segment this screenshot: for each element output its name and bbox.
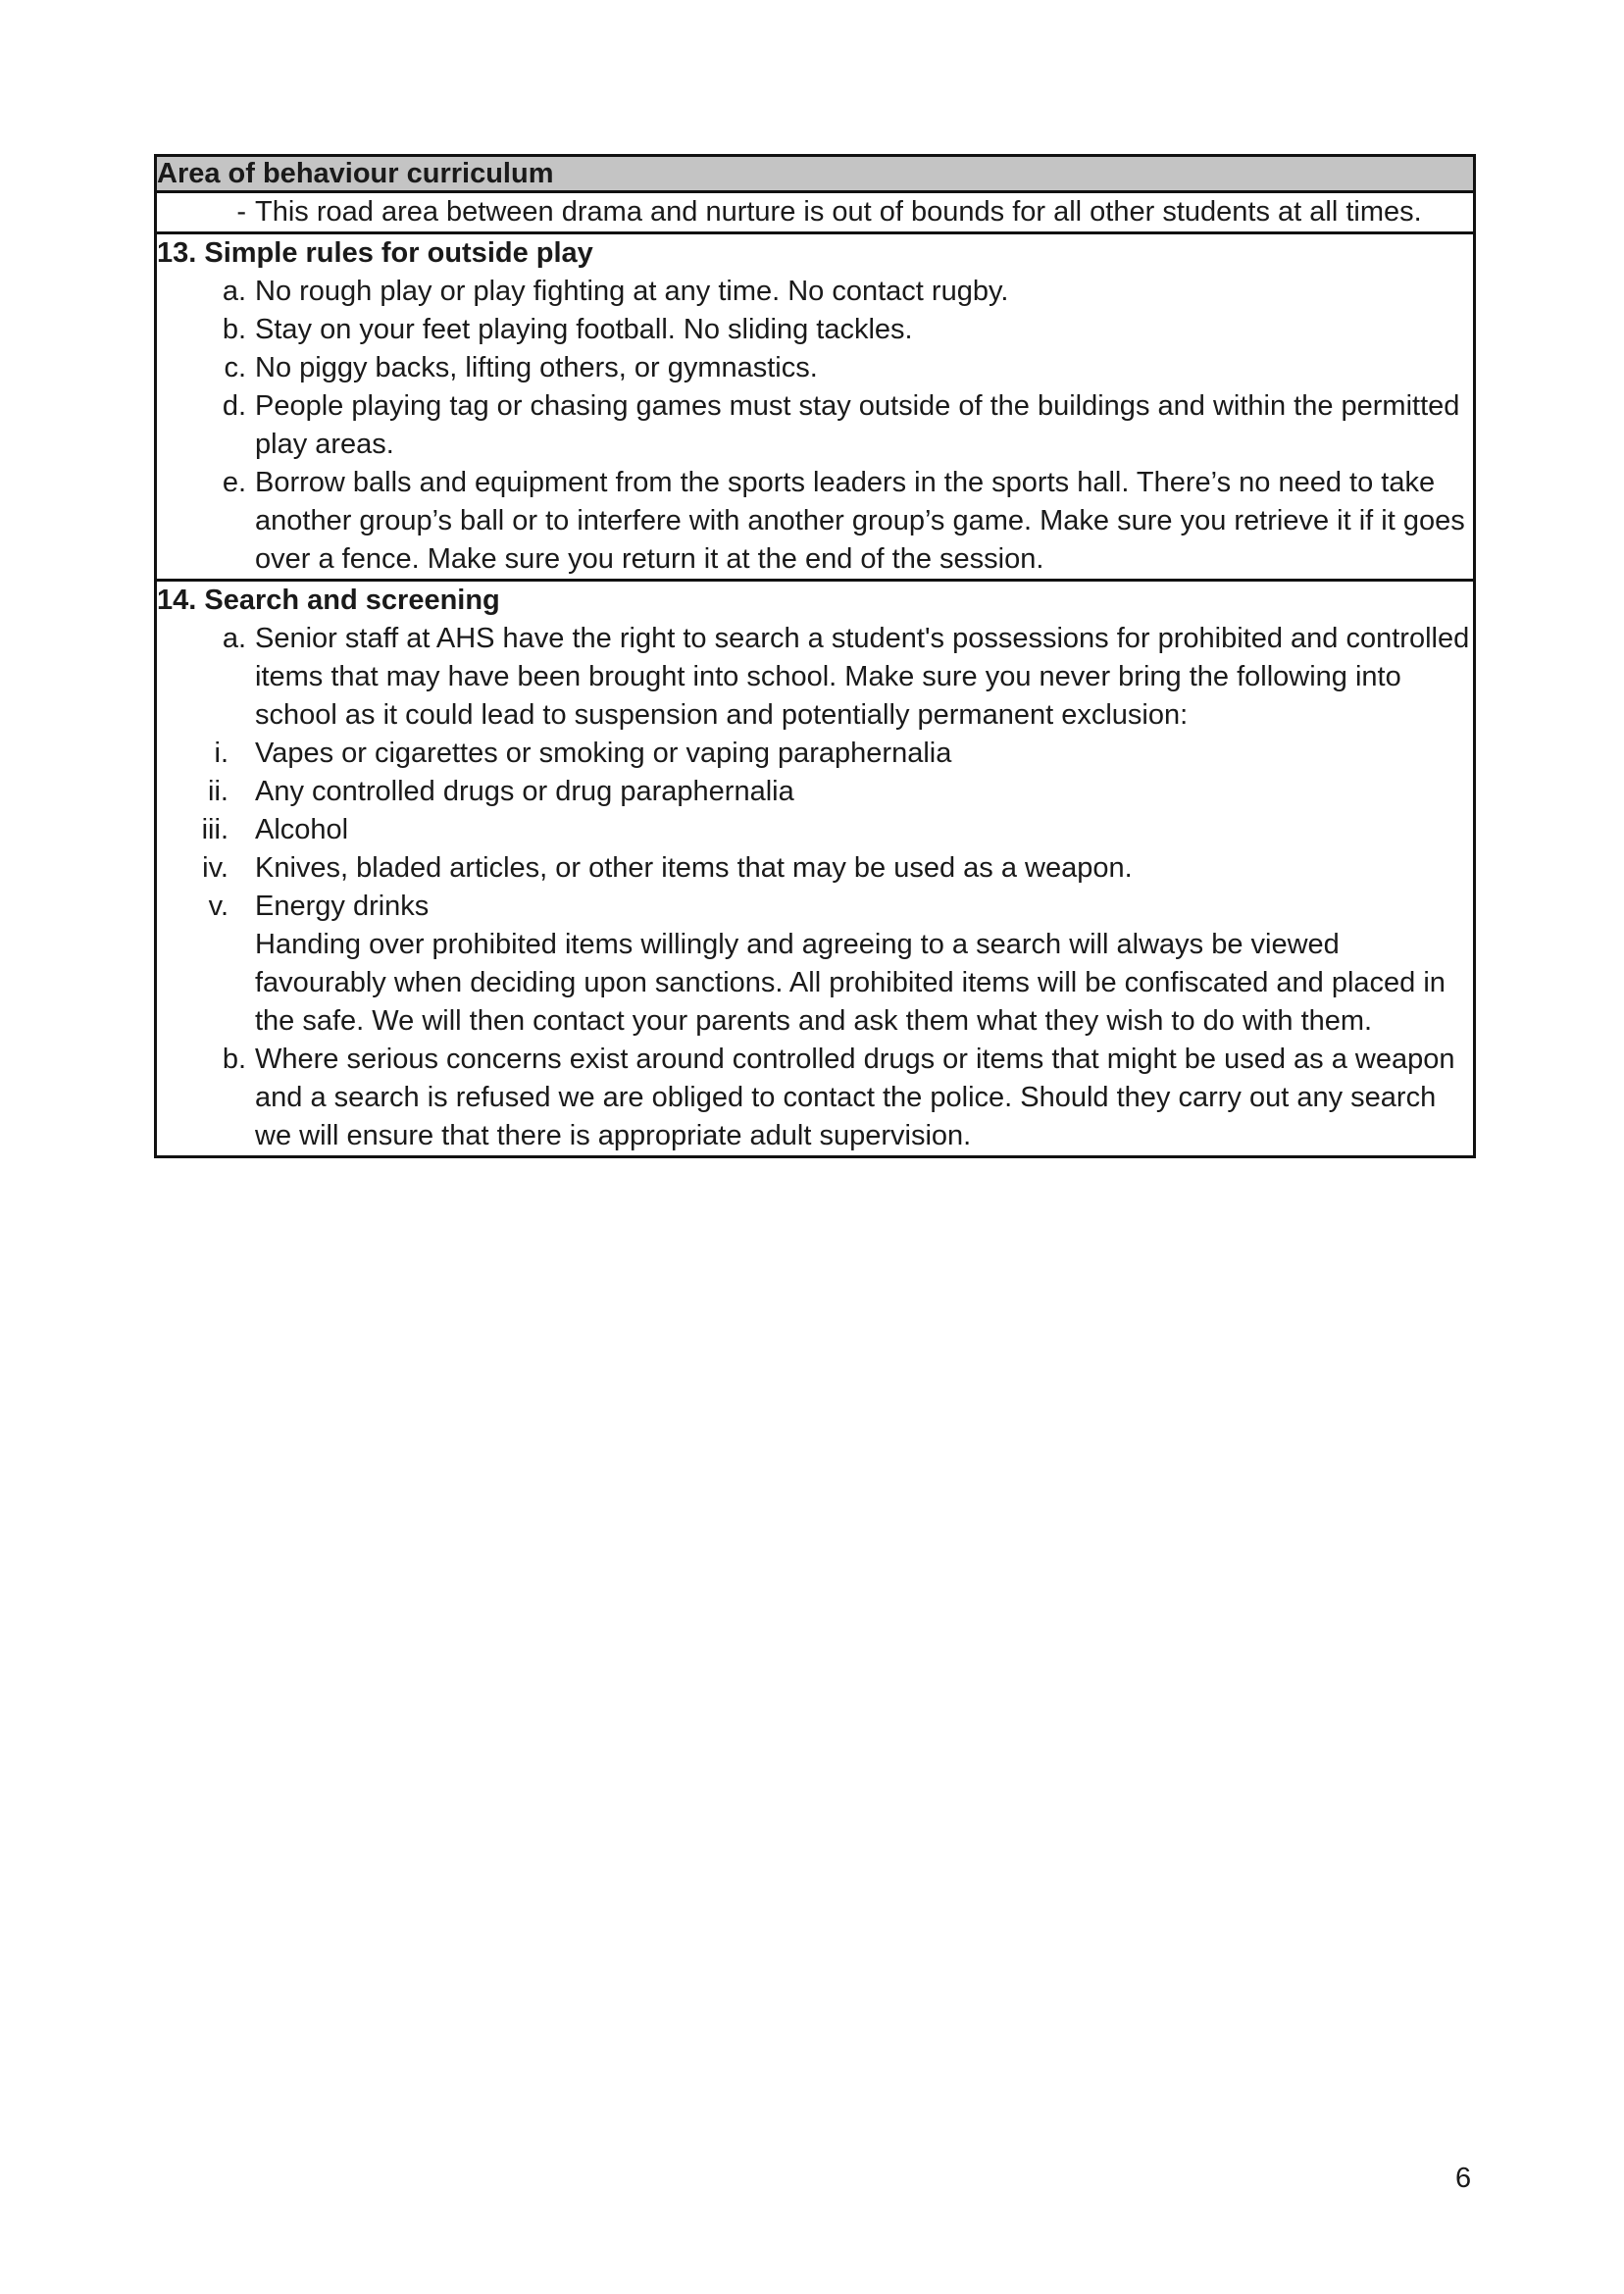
list-item [157, 1041, 1473, 1155]
prohibited-item-text: Any controlled drugs or drug paraphernalia [255, 776, 794, 807]
list-marker: e. [222, 467, 246, 498]
list-item [157, 273, 1473, 311]
list-item [157, 464, 1473, 579]
list-item [157, 311, 1473, 349]
prohibited-item [157, 849, 1473, 888]
continuation-cell [156, 192, 1475, 233]
list-marker: d. [222, 390, 246, 422]
table-header-row [156, 156, 1475, 192]
list-item-text: Where serious concerns exist around controlled drugs or items that might be used as a weapon and a search is refused we are obliged to contact the police. Should they carry out any search we will ensure that there is appropriate adult supervision. [255, 1044, 1455, 1151]
behaviour-curriculum-table [154, 154, 1476, 1158]
prohibited-item-text: Vapes or cigarettes or smoking or vaping paraphernalia [255, 738, 952, 769]
dash-bullet: - [236, 196, 246, 228]
roman-marker: i. [214, 738, 228, 769]
page-number: 6 [1455, 2163, 1472, 2194]
table-header: Area of behaviour curriculum [156, 156, 1475, 192]
dash-list-item [157, 193, 1473, 231]
list-marker: a. [222, 623, 246, 654]
continuation-row [156, 192, 1475, 233]
prohibited-item-text: Alcohol [255, 814, 349, 845]
section-14-list-continued [157, 1041, 1473, 1155]
prohibited-item-text: Knives, bladed articles, or other items that may be used as a weapon. [255, 852, 1133, 884]
list-marker: b. [222, 1044, 246, 1075]
list-item-text: People playing tag or chasing games must stay outside of the buildings and within the permitted play areas. [255, 390, 1460, 460]
roman-marker: v. [208, 891, 228, 922]
section-13-title: 13. Simple rules for outside play [157, 237, 593, 269]
section-13-cell [156, 233, 1475, 581]
list-marker: c. [224, 352, 246, 383]
roman-marker: ii. [208, 776, 228, 807]
sanctions-paragraph: Handing over prohibited items willingly and agreeing to a search will always be viewed favourably when deciding upon sanctions. All prohibited items will be confiscated and placed in the safe. We will then contact your parents and ask them what they wish to do with them. [255, 929, 1446, 1037]
list-item [157, 387, 1473, 464]
roman-marker: iv. [202, 852, 228, 884]
list-item [157, 620, 1473, 735]
list-item-text: Borrow balls and equipment from the sports leaders in the sports hall. There’s no need to take another group’s ball or to interfere with another group’s game. Make sure you retrieve it if it goes over a fence. Make sure you return it at the end of the session. [255, 467, 1465, 575]
list-item-text: Stay on your feet playing football. No sliding tackles. [255, 314, 913, 345]
roman-marker: iii. [201, 814, 228, 845]
prohibited-item [157, 773, 1473, 811]
prohibited-item [157, 811, 1473, 849]
section-14-cell [156, 581, 1475, 1157]
section-14-row [156, 581, 1475, 1157]
section-13-row [156, 233, 1475, 581]
list-item-text: No piggy backs, lifting others, or gymnastics. [255, 352, 818, 383]
section-14-list [157, 620, 1473, 735]
prohibited-item [157, 735, 1473, 773]
list-marker: a. [222, 276, 246, 307]
list-item-text: No rough play or play fighting at any time. No contact rugby. [255, 276, 1009, 307]
prohibited-items-list [157, 735, 1473, 926]
list-marker: b. [222, 314, 246, 345]
section-13-list [157, 273, 1473, 579]
prohibited-item-text: Energy drinks [255, 891, 430, 922]
dash-item-text: This road area between drama and nurture is out of bounds for all other students at all times. [255, 196, 1422, 228]
list-item-text: Senior staff at AHS have the right to search a student's possessions for prohibited and controlled items that may have been brought into school. Make sure you never bring the following into school as it could lead to suspension and potentially permanent exclusion: [255, 623, 1470, 731]
section-14-title: 14. Search and screening [157, 585, 500, 616]
prohibited-item [157, 888, 1473, 926]
list-item [157, 349, 1473, 387]
